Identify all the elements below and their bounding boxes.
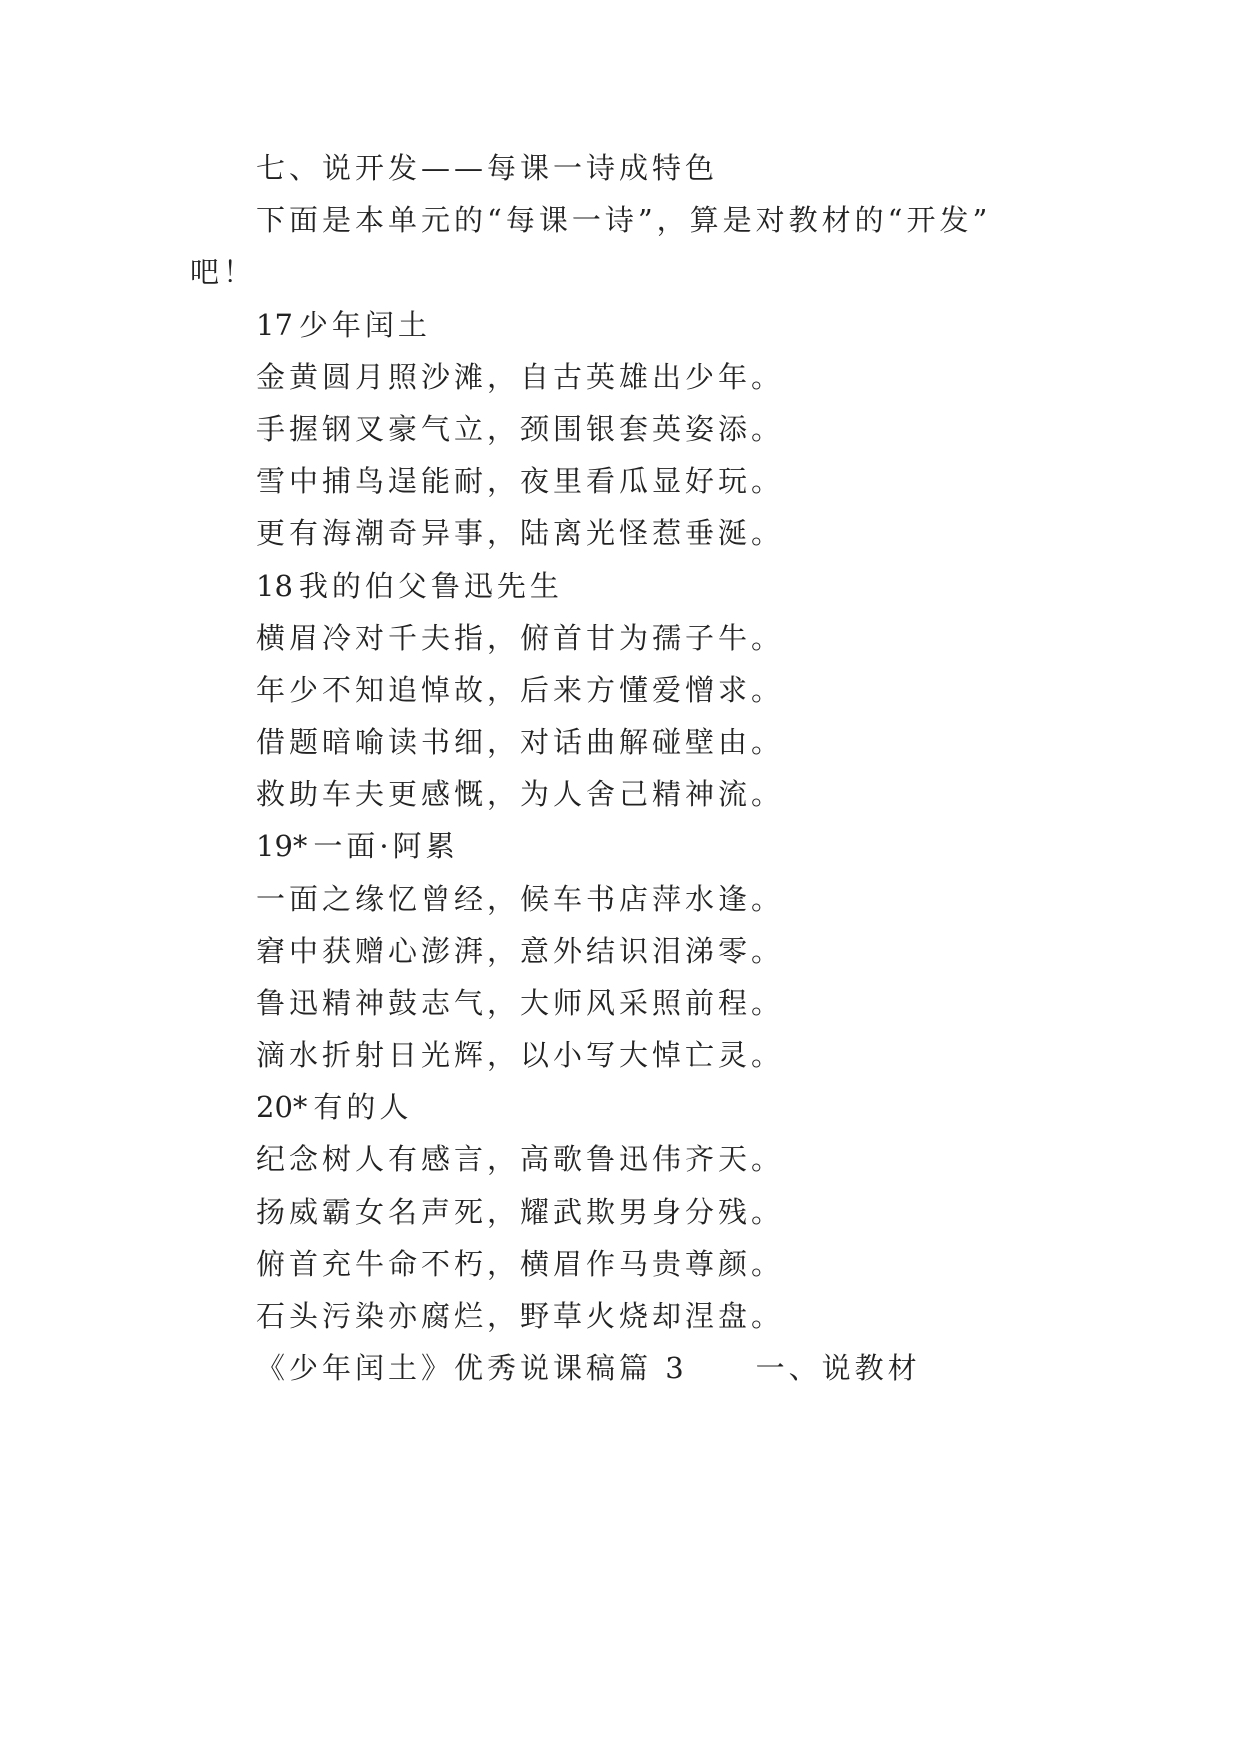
poem-title: 少年闰土 (298, 308, 431, 342)
poem-heading (256, 305, 431, 345)
poem-line: 鲁迅精神鼓志气，大师风采照前程。 (256, 986, 785, 1020)
poem-line: 俯首充牛命不朽，横眉作马贵尊颜。 (256, 1247, 785, 1281)
section-heading: 七、说开发——每课一诗成特色 (256, 151, 719, 185)
poem-title: 一面·阿累 (313, 829, 459, 863)
poem-line: 石头污染亦腐烂，野草火烧却涅盘。 (256, 1299, 785, 1333)
intro-line-2: 吧！ (190, 255, 257, 289)
poem-line: 手握钢叉豪气立，颈围银套英姿添。 (256, 412, 785, 446)
poem-line: 滴水折射日光辉，以小写大悼亡灵。 (256, 1038, 785, 1072)
poem-number: 19* (256, 829, 308, 863)
poem-title: 我的伯父鲁迅先生 (298, 569, 563, 603)
intro-line-1: 下面是本单元的“每课一诗”，算是对教材的“开发” (256, 203, 992, 237)
poem-number: 18 (256, 569, 293, 603)
poem-line: 救助车夫更感慨，为人舍己精神流。 (256, 777, 785, 811)
poem-heading (256, 826, 459, 866)
poem-line: 借题暗喻读书细，对话曲解碰壁由。 (256, 725, 785, 759)
poem-line: 横眉冷对千夫指，俯首甘为孺子牛。 (256, 621, 785, 655)
poem-line: 金黄圆月照沙滩，自古英雄出少年。 (256, 360, 785, 394)
poem-title: 有的人 (313, 1090, 413, 1124)
poem-number: 20* (256, 1090, 308, 1124)
poem-number: 17 (256, 308, 293, 342)
next-article-section: 一、说教材 (755, 1351, 921, 1385)
poem-heading (256, 566, 563, 606)
poem-line: 年少不知追悼故，后来方懂爱憎求。 (256, 673, 785, 707)
poem-heading (256, 1087, 412, 1127)
next-article-title: 《少年闰土》优秀说课稿篇 3 (256, 1351, 688, 1385)
poem-line: 雪中捕鸟逞能耐，夜里看瓜显好玩。 (256, 464, 785, 498)
poem-line: 更有海潮奇异事，陆离光怪惹垂涎。 (256, 516, 785, 550)
poem-line: 窘中获赠心澎湃，意外结识泪涕零。 (256, 934, 785, 968)
poem-line: 纪念树人有感言，高歌鲁迅伟齐天。 (256, 1142, 785, 1176)
poem-line: 扬威霸女名声死，耀武欺男身分残。 (256, 1195, 785, 1229)
next-article-line (256, 1348, 921, 1388)
poem-line: 一面之缘忆曾经，候车书店萍水逢。 (256, 882, 785, 916)
